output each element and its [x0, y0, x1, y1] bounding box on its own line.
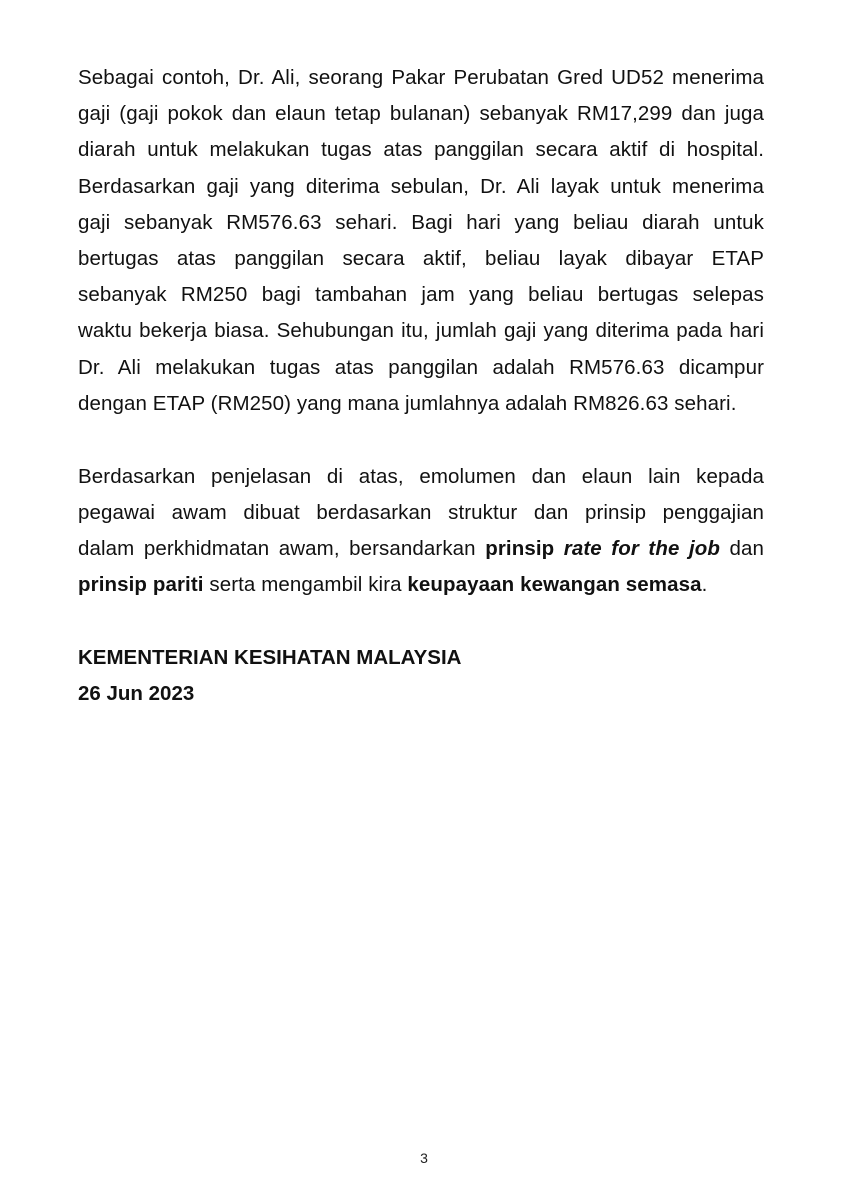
plain-text: .	[701, 573, 708, 597]
paragraph-conclusion	[78, 459, 764, 604]
signoff-block	[78, 640, 764, 712]
document-date: 26 Jun 2023	[78, 681, 195, 705]
bold-italic-text: rate for the job	[563, 537, 721, 561]
document-body	[78, 60, 764, 712]
paragraph-line: Dr. Ali melakukan tugas atas panggilan adalah RM576.63 dicampur	[78, 355, 764, 379]
paragraph-line: bertugas atas panggilan secara aktif, beliau layak dibayar ETAP	[78, 246, 764, 270]
paragraph-line: Berdasarkan gaji yang diterima sebulan, Dr. Ali layak untuk menerima	[78, 174, 764, 198]
paragraph-line: Berdasarkan penjelasan di atas, emolumen dan elaun lain kepada	[78, 464, 764, 488]
paragraph-spacer	[78, 422, 764, 459]
plain-text: serta mengambil kira	[209, 573, 402, 597]
paragraph-line: gaji (gaji pokok dan elaun tetap bulanan) sebanyak RM17,299 dan juga	[78, 102, 764, 126]
paragraph-line: Sebagai contoh, Dr. Ali, seorang Pakar Perubatan Gred UD52 menerima	[78, 66, 764, 89]
paragraph-line: waktu bekerja biasa. Sehubungan itu, jumlah gaji yang diterima pada hari	[78, 319, 764, 343]
plain-text: dan	[729, 537, 765, 561]
organization-name: KEMENTERIAN KESIHATAN MALAYSIA	[78, 645, 462, 669]
paragraph-line: sebanyak RM250 bagi tambahan jam yang beliau bertugas selepas	[78, 283, 764, 307]
page-number: 3	[420, 1150, 428, 1166]
paragraph-line: gaji sebanyak RM576.63 sehari. Bagi hari yang beliau diarah untuk	[78, 210, 764, 234]
bold-text: prinsip pariti	[78, 573, 204, 597]
paragraph-line-mixed	[78, 567, 764, 603]
bold-text: keupayaan kewangan semasa	[407, 573, 702, 597]
plain-text: dalam perkhidmatan awam, bersandarkan	[78, 537, 476, 561]
paragraph-line: diarah untuk melakukan tugas atas panggilan secara aktif di hospital.	[78, 138, 764, 162]
paragraph-line: dengan ETAP (RM250) yang mana jumlahnya adalah RM826.63 sehari.	[78, 391, 737, 415]
paragraph-example	[78, 60, 764, 422]
paragraph-line: pegawai awam dibuat berdasarkan struktur dan prinsip penggajian	[78, 501, 764, 525]
bold-text: prinsip	[485, 537, 555, 561]
paragraph-line-mixed	[78, 531, 764, 567]
paragraph-spacer	[78, 604, 764, 640]
